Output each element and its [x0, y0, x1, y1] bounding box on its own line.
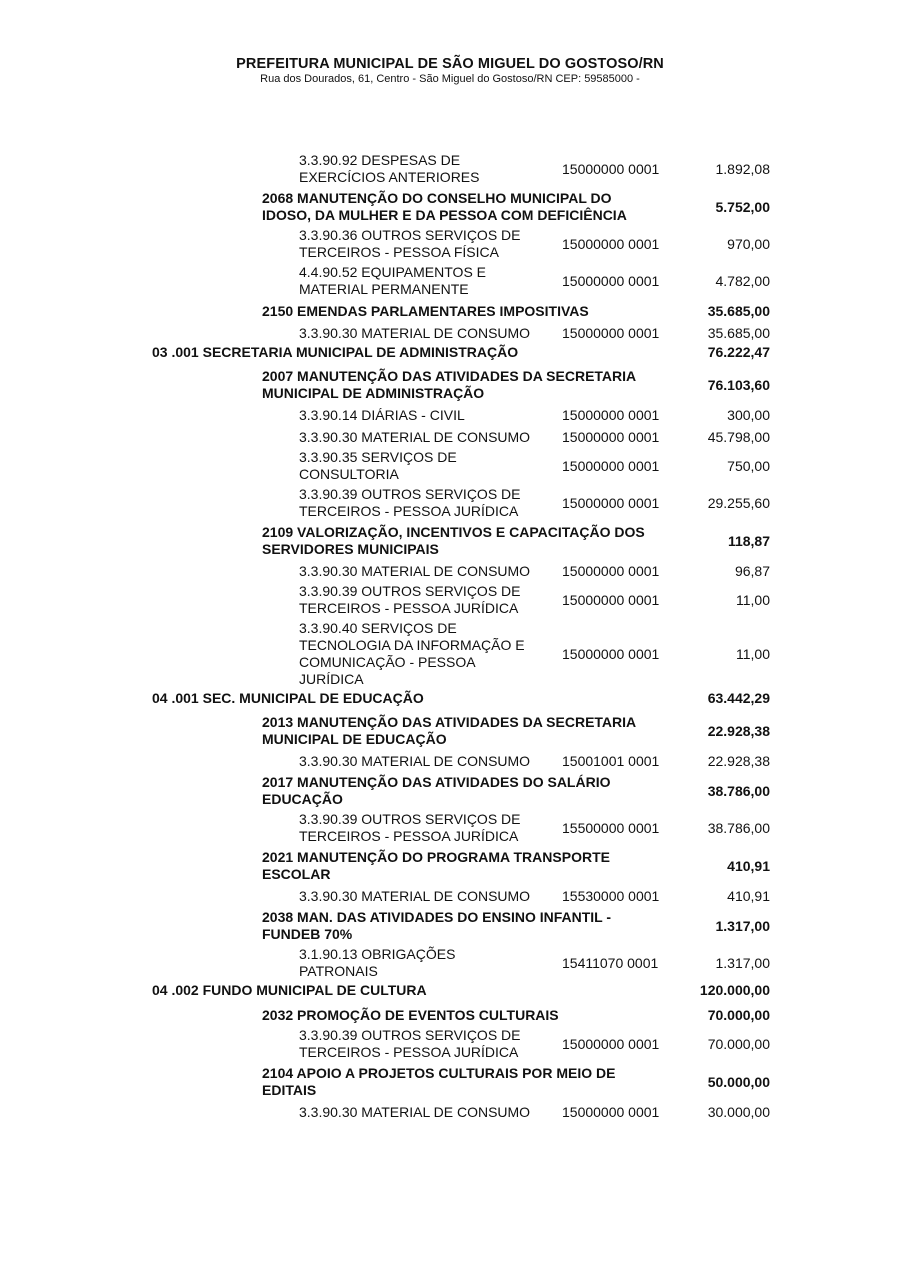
document-header — [0, 56, 900, 85]
row-fonte: 15411070 0001 — [562, 955, 659, 971]
expense-item-row — [0, 1026, 900, 1063]
row-label: 3.3.90.39 OUTROS SERVIÇOS DE TERCEIROS - PESSOA JURÍDICA — [299, 1027, 521, 1060]
row-fonte: 15000000 0001 — [562, 273, 660, 289]
row-fonte: 15000000 0001 — [562, 495, 660, 511]
row-value: 70.000,00 — [707, 1036, 770, 1052]
row-value: 118,87 — [727, 533, 770, 549]
row-value: 5.752,00 — [715, 199, 770, 215]
expense-item-row — [0, 885, 900, 907]
expense-item-row — [0, 322, 900, 344]
row-fonte: 15500000 0001 — [562, 820, 660, 836]
header-title: PREFEITURA MUNICIPAL DE SÃO MIGUEL DO GOSTOSO/RN — [236, 56, 664, 72]
row-value: 22.928,38 — [707, 723, 770, 739]
expense-item-row — [0, 560, 900, 582]
action-row — [0, 1004, 900, 1026]
unit-row — [0, 982, 900, 1004]
row-label: 3.3.90.30 MATERIAL DE CONSUMO — [299, 563, 531, 579]
expense-item-row — [0, 810, 900, 847]
row-label: 2013 MANUTENÇÃO DAS ATIVIDADES DA SECRETARIA MUNICIPAL DE EDUCAÇÃO — [262, 714, 637, 747]
row-label: 04 .001 SEC. MUNICIPAL DE EDUCAÇÃO — [152, 690, 424, 706]
row-label: 2038 MAN. DAS ATIVIDADES DO ENSINO INFANTIL - FUNDEB 70% — [262, 909, 612, 942]
row-fonte: 15000000 0001 — [562, 236, 660, 252]
row-label: 3.3.90.30 MATERIAL DE CONSUMO — [299, 325, 531, 341]
row-label: 3.3.90.39 OUTROS SERVIÇOS DE TERCEIROS - PESSOA JURÍDICA — [299, 486, 521, 519]
row-label: 3.3.90.30 MATERIAL DE CONSUMO — [299, 888, 531, 904]
action-row — [0, 772, 900, 810]
action-row — [0, 522, 900, 560]
row-label: 04 .002 FUNDO MUNICIPAL DE CULTURA — [152, 982, 427, 998]
row-label: 3.3.90.30 MATERIAL DE CONSUMO — [299, 753, 531, 769]
row-value: 29.255,60 — [707, 495, 770, 511]
expense-item-row — [0, 151, 900, 188]
action-row — [0, 1063, 900, 1101]
row-label: 2104 APOIO A PROJETOS CULTURAIS POR MEIO DE EDITAIS — [262, 1065, 616, 1098]
row-label: 2032 PROMOÇÃO DE EVENTOS CULTURAIS — [262, 1007, 559, 1023]
row-value: 35.685,00 — [707, 303, 770, 319]
row-value: 76.222,47 — [707, 344, 770, 360]
expense-item-row — [0, 426, 900, 448]
row-label: 3.3.90.40 SERVIÇOS DE TECNOLOGIA DA INFORMAÇÃO E COMUNICAÇÃO - PESSOA JURÍDICA — [299, 620, 525, 687]
row-value: 410,91 — [727, 858, 770, 874]
row-fonte: 15001001 0001 — [562, 753, 660, 769]
row-fonte: 15000000 0001 — [562, 429, 660, 445]
expense-item-row — [0, 448, 900, 485]
row-value: 410,91 — [727, 888, 770, 904]
unit-row — [0, 344, 900, 366]
budget-table — [0, 151, 900, 1123]
row-label: 2068 MANUTENÇÃO DO CONSELHO MUNICIPAL DO IDOSO, DA MULHER E DA PESSOA COM DEFICIÊNCIA — [262, 190, 627, 223]
row-fonte: 15000000 0001 — [562, 592, 660, 608]
row-label: 2109 VALORIZAÇÃO, INCENTIVOS E CAPACITAÇÃO DOS SERVIDORES MUNICIPAIS — [262, 524, 645, 557]
row-value: 50.000,00 — [707, 1074, 770, 1090]
row-value: 4.782,00 — [715, 273, 770, 289]
row-value: 38.786,00 — [707, 783, 770, 799]
expense-item-row — [0, 226, 900, 263]
row-label: 3.3.90.35 SERVIÇOS DE CONSULTORIA — [299, 449, 457, 482]
row-value: 1.892,08 — [715, 161, 770, 177]
row-value: 70.000,00 — [707, 1007, 770, 1023]
expense-item-row — [0, 263, 900, 300]
row-value: 22.928,38 — [707, 753, 770, 769]
row-label: 2017 MANUTENÇÃO DAS ATIVIDADES DO SALÁRIO EDUCAÇÃO — [262, 774, 611, 807]
expense-item-row — [0, 582, 900, 619]
row-value: 96,87 — [734, 563, 770, 579]
expense-item-row — [0, 1101, 900, 1123]
expense-item-row — [0, 750, 900, 772]
row-fonte: 15000000 0001 — [562, 458, 660, 474]
expense-item-row — [0, 619, 900, 690]
row-value: 750,00 — [727, 458, 770, 474]
action-row — [0, 366, 900, 404]
header-address: Rua dos Dourados, 61, Centro - São Miguel do Gostoso/RN CEP: 59585000 - — [260, 73, 640, 85]
row-label: 4.4.90.52 EQUIPAMENTOS E MATERIAL PERMANENTE — [299, 264, 487, 297]
row-fonte: 15000000 0001 — [562, 407, 660, 423]
row-label: 3.3.90.92 DESPESAS DE EXERCÍCIOS ANTERIORES — [299, 152, 480, 185]
row-label: 3.3.90.36 OUTROS SERVIÇOS DE TERCEIROS - PESSOA FÍSICA — [299, 227, 521, 260]
row-fonte: 15000000 0001 — [562, 1036, 660, 1052]
row-value: 76.103,60 — [707, 377, 770, 393]
row-value: 38.786,00 — [707, 820, 770, 836]
expense-item-row — [0, 404, 900, 426]
row-label: 3.3.90.39 OUTROS SERVIÇOS DE TERCEIROS - PESSOA JURÍDICA — [299, 811, 521, 844]
row-label: 3.3.90.14 DIÁRIAS - CIVIL — [299, 407, 465, 423]
row-value: 11,00 — [736, 592, 770, 608]
row-value: 970,00 — [727, 236, 770, 252]
row-label: 2150 EMENDAS PARLAMENTARES IMPOSITIVAS — [262, 303, 589, 319]
row-value: 300,00 — [727, 407, 770, 423]
row-value: 63.442,29 — [707, 690, 770, 706]
action-row — [0, 188, 900, 226]
action-row — [0, 300, 900, 322]
action-row — [0, 847, 900, 885]
row-fonte: 15000000 0001 — [562, 325, 660, 341]
row-label: 3.3.90.30 MATERIAL DE CONSUMO — [299, 429, 531, 445]
row-value: 30.000,00 — [707, 1104, 770, 1120]
row-value: 1.317,00 — [715, 918, 770, 934]
row-label: 3.3.90.39 OUTROS SERVIÇOS DE TERCEIROS - PESSOA JURÍDICA — [299, 583, 521, 616]
row-label: 3.1.90.13 OBRIGAÇÕES PATRONAIS — [299, 946, 456, 979]
row-value: 120.000,00 — [699, 982, 770, 998]
row-fonte: 15000000 0001 — [562, 646, 660, 662]
row-value: 35.685,00 — [707, 325, 770, 341]
action-row — [0, 907, 900, 945]
row-value: 11,00 — [736, 646, 770, 662]
row-fonte: 15530000 0001 — [562, 888, 660, 904]
row-label: 2021 MANUTENÇÃO DO PROGRAMA TRANSPORTE ESCOLAR — [262, 849, 610, 882]
row-label: 2007 MANUTENÇÃO DAS ATIVIDADES DA SECRETARIA MUNICIPAL DE ADMINISTRAÇÃO — [262, 368, 637, 401]
row-fonte: 15000000 0001 — [562, 161, 660, 177]
action-row — [0, 712, 900, 750]
row-label: 3.3.90.30 MATERIAL DE CONSUMO — [299, 1104, 531, 1120]
row-fonte: 15000000 0001 — [562, 1104, 660, 1120]
row-value: 45.798,00 — [707, 429, 770, 445]
row-fonte: 15000000 0001 — [562, 563, 660, 579]
unit-row — [0, 690, 900, 712]
row-value: 1.317,00 — [715, 955, 770, 971]
expense-item-row — [0, 485, 900, 522]
expense-item-row — [0, 945, 900, 982]
row-label: 03 .001 SECRETARIA MUNICIPAL DE ADMINISTRAÇÃO — [152, 344, 519, 360]
